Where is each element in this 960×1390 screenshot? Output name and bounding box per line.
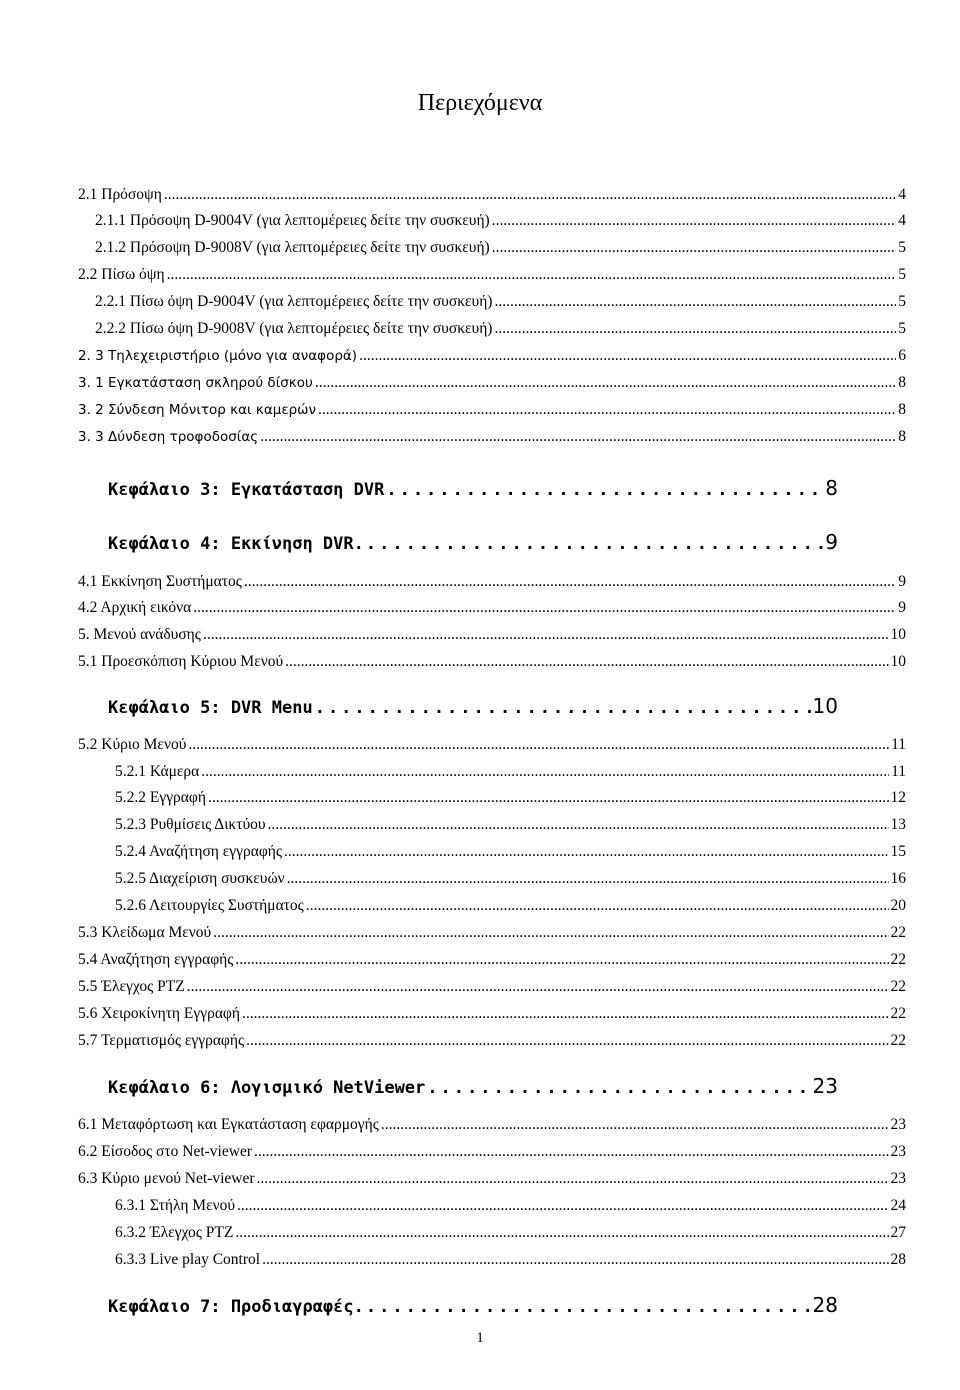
dot-leader: [187, 978, 889, 996]
toc-entry[interactable]: [78, 978, 906, 996]
toc-entry-title: 2.2 Πίσω όψη: [78, 266, 165, 283]
toc-entry-page: 23: [890, 1116, 906, 1133]
toc-entry-page: 5: [898, 293, 906, 310]
toc-entry[interactable]: [78, 401, 906, 419]
toc-entry[interactable]: [78, 736, 906, 754]
toc-entry-title: 2. 3 Τηλεχειριστήριο (μόνο για αναφορά): [78, 348, 358, 364]
dot-leader: [246, 1032, 888, 1050]
toc-entry-title: 4.1 Εκκίνηση Συστήματος: [78, 573, 242, 590]
toc-entry[interactable]: [115, 1197, 906, 1215]
toc-entry-page: 22: [890, 978, 906, 995]
dot-leader: [494, 320, 896, 338]
toc-entry[interactable]: [115, 816, 906, 834]
toc-entry-page: 22: [890, 924, 906, 941]
toc-entry[interactable]: [95, 239, 906, 257]
toc-chapter-entry[interactable]: [108, 1074, 838, 1098]
toc-entry-title: 5.3 Κλείδωμα Μενού: [78, 924, 212, 941]
toc-entry-title: 5.2.6 Λειτουργίες Συστήματος: [115, 897, 304, 914]
toc-entry[interactable]: [115, 897, 906, 915]
toc-entry-page: 23: [890, 1170, 906, 1187]
toc-entry-page: 9: [898, 573, 906, 590]
toc-entry[interactable]: [115, 763, 906, 781]
dot-leader: [242, 1005, 889, 1023]
toc-entry-page: 10: [890, 653, 906, 670]
toc-entry[interactable]: [115, 870, 906, 888]
toc-entry-title: 6.3 Κύριο μενού Net-viewer: [78, 1170, 255, 1187]
toc-entry-page: 23: [812, 1074, 838, 1098]
toc-entry-page: 27: [890, 1224, 906, 1241]
toc-entry-page: 11: [891, 736, 906, 753]
toc-entry-page: 8: [898, 401, 906, 418]
toc-entry-page: 10: [812, 694, 838, 718]
dot-leader: [268, 816, 889, 834]
dot-leader: [306, 897, 889, 915]
toc-entry[interactable]: [95, 320, 906, 338]
toc-entry-title: 2.1.1 Πρόσοψη D-9004V (για λεπτομέρειες δείτε την συσκευή): [95, 212, 490, 229]
toc-entry-title: 6.3.3 Live play Control: [115, 1251, 261, 1268]
toc-entry-page: 10: [890, 626, 906, 643]
dot-leader: [284, 843, 888, 861]
toc-entry[interactable]: [95, 212, 906, 230]
toc-entry-title: 5.2 Κύριο Μενού: [78, 736, 187, 753]
dot-leader: [188, 736, 889, 754]
toc-entry-title: 6.3.1 Στήλη Μενού: [115, 1197, 236, 1214]
toc-entry-title: 2.2.2 Πίσω όψη D-9008V (για λεπτομέρειες δείτε την συσκευή): [95, 320, 493, 337]
toc-entry-title: 6.3.2 Έλεγχος PTZ: [115, 1224, 234, 1241]
toc-entry[interactable]: [78, 924, 906, 942]
toc-entry-title: 2.1.2 Πρόσοψη D-9008V (για λεπτομέρειες δείτε την συσκευή): [95, 239, 490, 256]
toc-entry[interactable]: [115, 843, 906, 861]
page-title: Περιεχόμενα: [417, 90, 543, 116]
dot-leader: [244, 573, 896, 591]
toc-entry-page: 9: [825, 530, 838, 554]
toc-entry-page: 28: [812, 1293, 838, 1317]
dot-leader: [427, 1078, 810, 1098]
toc-entry-title: 5.2.5 Διαχείριση συσκευών: [115, 870, 285, 887]
toc-entry-title: 5.6 Χειροκίνητη Εγγραφή: [78, 1005, 240, 1022]
dot-leader: [381, 1116, 889, 1134]
toc-entry-page: 8: [898, 428, 906, 445]
dot-leader: [492, 239, 897, 257]
toc-entry-page: 12: [890, 789, 906, 806]
toc-entry-title: 3. 1 Εγκατάσταση σκληρού δίσκου: [78, 375, 313, 391]
dot-leader: [193, 599, 896, 617]
toc-entry[interactable]: [115, 1224, 906, 1242]
dot-leader: [254, 1143, 889, 1161]
toc-entry[interactable]: [115, 789, 906, 807]
toc-entry-title: 6.2 Είσοδος στο Net-viewer: [78, 1143, 252, 1160]
dot-leader: [201, 763, 889, 781]
toc-entry-page: 5: [898, 320, 906, 337]
dot-leader: [260, 428, 896, 446]
toc-entry-page: 22: [890, 1032, 906, 1049]
toc-entry[interactable]: [78, 1170, 906, 1188]
toc-entry-page: 20: [890, 897, 906, 914]
toc-entry-page: 13: [890, 816, 906, 833]
toc-entry-title: Κεφάλαιο 5: DVR Menu: [108, 698, 313, 718]
toc-entry[interactable]: [78, 347, 906, 365]
toc-entry-title: Κεφάλαιο 6: Λογισμικό NetViewer: [108, 1078, 426, 1098]
dot-leader: [237, 1197, 888, 1215]
toc-entry-page: 22: [890, 1005, 906, 1022]
toc-chapter-entry[interactable]: [108, 530, 838, 554]
toc-entry-title: 5.2.1 Κάμερα: [115, 763, 200, 780]
toc-entry-title: 4.2 Αρχική εικόνα: [78, 599, 192, 616]
toc-entry-title: 5.5 Έλεγχος PTZ: [78, 978, 185, 995]
toc-entry-page: 11: [891, 763, 906, 780]
dot-leader: [208, 789, 889, 807]
dot-leader: [494, 293, 896, 311]
toc-entry[interactable]: [78, 374, 906, 392]
dot-leader: [235, 951, 888, 969]
toc-entry-title: Κεφάλαιο 4: Εκκίνηση DVR.: [108, 534, 364, 554]
toc-entry-page: 22: [890, 951, 906, 968]
toc-entry-page: 5: [898, 266, 906, 283]
toc-entry-title: Κεφάλαιο 7: Προδιαγραφές.: [108, 1297, 364, 1317]
dot-leader: [203, 626, 889, 644]
toc-entry[interactable]: [78, 626, 906, 644]
toc-entry-page: 9: [898, 599, 906, 616]
toc-chapter-entry[interactable]: [108, 694, 838, 718]
dot-leader: [315, 698, 811, 718]
toc-entry-title: 6.1 Μεταφόρτωση και Εγκατάσταση εφαρμογής: [78, 1116, 379, 1133]
toc-entry-page: 15: [890, 843, 906, 860]
toc-entry-title: 2.1 Πρόσοψη: [78, 186, 162, 203]
toc-entry-title: 5.1 Προεσκόπιση Κύριου Μενού: [78, 653, 284, 670]
toc-entry[interactable]: [95, 293, 906, 311]
toc-entry[interactable]: [78, 266, 906, 284]
toc-entry-title: Κεφάλαιο 3: Εγκατάσταση DVR: [108, 480, 385, 500]
toc-entry-title: 2.2.1 Πίσω όψη D-9004V (για λεπτομέρειες δείτε την συσκευή): [95, 293, 493, 310]
dot-leader: [262, 1251, 888, 1269]
toc-entry-title: 5.2.4 Αναζήτηση εγγραφής: [115, 843, 283, 860]
dot-leader: [164, 186, 896, 204]
toc-chapter-entry[interactable]: [108, 476, 838, 500]
toc-entry[interactable]: [78, 573, 906, 591]
toc-entry-page: 5: [898, 239, 906, 256]
toc-entry[interactable]: [78, 1143, 906, 1161]
dot-leader: [318, 401, 896, 419]
toc-entry-page: 8: [898, 374, 906, 391]
toc-entry[interactable]: [78, 951, 906, 969]
dot-leader: [167, 266, 897, 284]
toc-entry[interactable]: [78, 653, 906, 671]
toc-entry[interactable]: [78, 1005, 906, 1023]
dot-leader: [359, 347, 896, 365]
toc-entry-title: 5. Μενού ανάδυσης: [78, 626, 201, 643]
toc-entry-title: 5.2.2 Εγγραφή: [115, 789, 206, 806]
toc-entry-title: 5.2.3 Ρυθμίσεις Δικτύου: [115, 816, 266, 833]
toc-entry-page: 6: [898, 347, 906, 364]
toc-entry[interactable]: [115, 1251, 906, 1269]
dot-leader: [235, 1224, 888, 1242]
toc-chapter-entry[interactable]: [108, 1293, 838, 1317]
dot-leader: [366, 1297, 811, 1317]
toc-entry[interactable]: [78, 599, 906, 617]
dot-leader: [492, 212, 897, 230]
dot-leader: [366, 534, 823, 554]
toc-entry[interactable]: [78, 186, 906, 204]
dot-leader: [257, 1170, 889, 1188]
dot-leader: [315, 374, 896, 392]
toc-entry[interactable]: [78, 1032, 906, 1050]
toc-entry-page: 8: [825, 476, 838, 500]
dot-leader: [213, 924, 888, 942]
toc-entry-page: 24: [890, 1197, 906, 1214]
toc-entry[interactable]: [78, 1116, 906, 1134]
toc-entry-title: 5.7 Τερματισμός εγγραφής: [78, 1032, 245, 1049]
dot-leader: [287, 870, 889, 888]
toc-entry[interactable]: [78, 428, 906, 446]
toc-entry-page: 28: [890, 1251, 906, 1268]
page-number: 1: [476, 1330, 484, 1346]
toc-entry-title: 5.4 Αναζήτηση εγγραφής: [78, 951, 234, 968]
toc-entry-page: 4: [898, 186, 906, 203]
toc-entry-page: 23: [890, 1143, 906, 1160]
toc-entry-page: 16: [890, 870, 906, 887]
toc-entry-page: 4: [898, 212, 906, 229]
dot-leader: [285, 653, 888, 671]
dot-leader: [386, 480, 823, 500]
toc-entry-title: 3. 2 Σύνδεση Μόνιτορ και καμερών: [78, 402, 317, 418]
toc-entry-title: 3. 3 Δύνδεση τροφοδοσίας: [78, 429, 259, 445]
